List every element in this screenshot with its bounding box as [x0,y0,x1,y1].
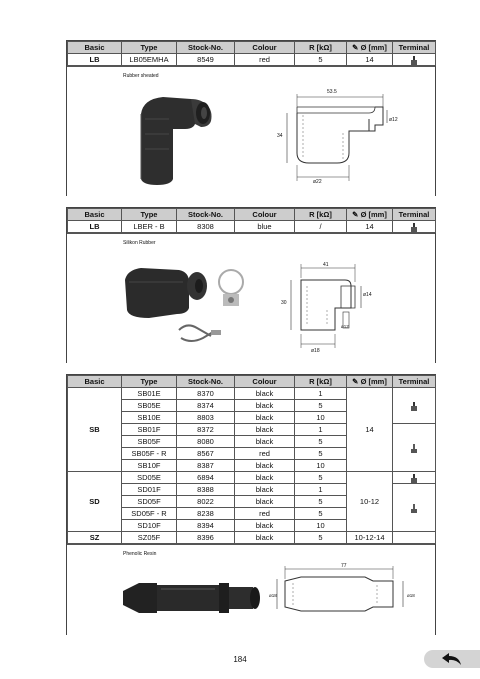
terminal-cell [393,388,436,424]
colour-cell: black [235,400,295,412]
dimension-label: ø18 [269,593,277,598]
diameter-cell-sz: 10-12-14 [347,532,393,544]
dimension-label: 41 [323,262,329,268]
type-cell: SD05E [122,472,177,484]
stock-cell: 8387 [177,460,235,472]
resistance-cell: 5 [295,496,347,508]
basic-cell: LB [68,221,122,233]
header-terminal: Terminal [393,42,436,54]
type-cell: LB05EMHA [122,54,177,66]
dimension-label: ø12 [389,117,398,123]
type-cell: SB10E [122,412,177,424]
material-note: Phenolic Resin [123,551,157,557]
type-cell: SB01E [122,388,177,400]
header-basic: Basic [68,42,122,54]
resistance-cell: 5 [295,436,347,448]
phenolic-connector-photo [117,569,267,624]
table-row [68,388,436,400]
product-panel [67,544,435,641]
stock-cell: 8396 [177,532,235,544]
table-row [68,472,436,484]
header-type: Type [122,376,177,388]
colour-cell: red [235,448,295,460]
stock-cell: 8308 [177,221,235,233]
header-type: Type [122,42,177,54]
stock-cell: 8238 [177,508,235,520]
header-stock-no: Stock-No. [177,209,235,221]
product-block-lb-rubber [66,40,436,196]
diameter-cell: 14 [347,221,393,233]
header-basic: Basic [68,209,122,221]
rubber-boot-photo [123,79,223,189]
dimension-label: ø22 [313,179,322,185]
table-header-row [68,209,436,221]
header-colour: Colour [235,209,295,221]
pin-terminal-icon [410,504,418,513]
table-row [68,54,436,66]
spark-plug-icon: ✎ [352,43,359,52]
terminal-cell [393,221,436,233]
spec-table-phenolic [67,375,436,544]
colour-cell: black [235,520,295,532]
stock-cell: 8370 [177,388,235,400]
dimension-label: ø12 [341,324,349,329]
stock-cell: 8388 [177,484,235,496]
type-cell: SD10F [122,520,177,532]
spec-table-lb-silikon [67,208,436,233]
colour-cell: black [235,460,295,472]
resistance-cell: 5 [295,532,347,544]
pin-terminal-icon [410,444,418,453]
silikon-boot-drawing [279,252,429,362]
resistance-cell: 10 [295,520,347,532]
table-header-row [68,376,436,388]
header-resistance: R [kΩ] [295,376,347,388]
colour-cell: black [235,424,295,436]
resistance-cell: 5 [295,54,347,66]
spark-plug-icon: ✎ [352,210,359,219]
resistance-cell: 1 [295,388,347,400]
product-panel [67,66,435,197]
stock-cell: 8080 [177,436,235,448]
diameter-cell-sd: 10-12 [347,472,393,532]
colour-cell: blue [235,221,295,233]
rubber-boot-drawing [279,85,429,195]
colour-cell: red [235,54,295,66]
terminal-cell [393,472,436,484]
colour-cell: black [235,496,295,508]
basic-cell-sz: SZ [68,532,122,544]
diameter-cell-sb: 14 [347,388,393,472]
type-cell: LBER - B [122,221,177,233]
resistance-cell: 10 [295,460,347,472]
spec-table-lb-rubber [67,41,436,66]
header-diameter: ✎ Ø [mm] [347,376,393,388]
product-block-lb-silikon [66,207,436,363]
dimension-label: 53.5 [327,89,337,95]
type-cell: SB01F [122,424,177,436]
basic-cell-sd: SD [68,472,122,532]
stock-cell: 8567 [177,448,235,460]
dimension-label: ø18 [407,593,415,598]
type-cell: SZ05F [122,532,177,544]
type-cell: SD01F [122,484,177,496]
header-resistance: R [kΩ] [295,209,347,221]
product-block-phenolic [66,374,436,635]
resistance-cell: 10 [295,412,347,424]
type-cell: SB05F [122,436,177,448]
colour-cell: black [235,484,295,496]
colour-cell: black [235,388,295,400]
colour-cell: black [235,532,295,544]
terminal-cell [393,484,436,532]
type-cell: SB05E [122,400,177,412]
header-basic: Basic [68,376,122,388]
terminal-cell-empty [393,532,436,544]
diameter-cell: 14 [347,54,393,66]
stock-cell: 8803 [177,412,235,424]
header-type: Type [122,209,177,221]
nut-terminal-icon [410,474,418,483]
header-diameter: ✎ Ø [mm] [347,42,393,54]
phenolic-connector-drawing [265,561,425,631]
type-cell: SB05F - R [122,448,177,460]
dimension-label: 77 [341,563,347,569]
header-diameter: ✎ Ø [mm] [347,209,393,221]
basic-cell-sb: SB [68,388,122,472]
colour-cell: black [235,412,295,424]
nut-terminal-icon [410,56,418,65]
nut-terminal-icon [410,402,418,411]
nut-terminal-icon [410,223,418,232]
product-panel [67,233,435,364]
header-colour: Colour [235,42,295,54]
terminal-cell [393,54,436,66]
header-terminal: Terminal [393,209,436,221]
header-colour: Colour [235,376,295,388]
back-arrow-icon [441,652,463,666]
terminal-cell [393,424,436,472]
stock-cell: 8549 [177,54,235,66]
resistance-cell: 1 [295,424,347,436]
type-cell: SD05F [122,496,177,508]
header-stock-no: Stock-No. [177,42,235,54]
resistance-cell: 5 [295,400,347,412]
colour-cell: black [235,472,295,484]
table-row [68,532,436,544]
resistance-cell: 5 [295,508,347,520]
type-cell: SD05F - R [122,508,177,520]
dimension-label: ø14 [363,292,372,298]
silikon-boot-photo [119,252,269,357]
dimension-label: 30 [281,300,287,306]
dimension-label: ø18 [311,348,320,354]
resistance-cell: 5 [295,472,347,484]
material-note: Rubber sheated [123,73,159,79]
resistance-cell: 1 [295,484,347,496]
header-resistance: R [kΩ] [295,42,347,54]
resistance-cell: / [295,221,347,233]
resistance-cell: 5 [295,448,347,460]
colour-cell: red [235,508,295,520]
stock-cell: 8374 [177,400,235,412]
stock-cell: 6894 [177,472,235,484]
spark-plug-icon: ✎ [352,377,359,386]
header-stock-no: Stock-No. [177,376,235,388]
table-header-row [68,42,436,54]
stock-cell: 8372 [177,424,235,436]
dimension-label: 34 [277,133,283,139]
material-note: Silikon Rubber [123,240,156,246]
back-button[interactable] [424,650,480,668]
stock-cell: 8022 [177,496,235,508]
page-number: 184 [233,655,247,664]
stock-cell: 8394 [177,520,235,532]
basic-cell: LB [68,54,122,66]
colour-cell: black [235,436,295,448]
header-terminal: Terminal [393,376,436,388]
table-row [68,221,436,233]
type-cell: SB10F [122,460,177,472]
